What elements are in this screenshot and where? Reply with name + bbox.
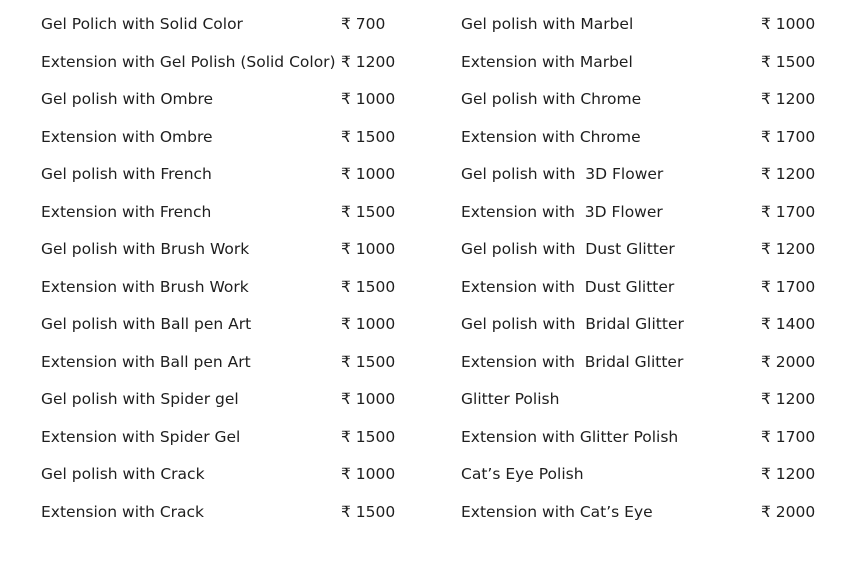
service-price: ₹ 1200: [761, 165, 816, 183]
service-name: Extension with Crack: [41, 502, 205, 521]
service-name: Cat’s Eye Polish: [461, 465, 584, 483]
service-price: ₹ 1200: [761, 240, 816, 258]
service-name: Extension with Dust Glitter: [461, 277, 675, 296]
price-row: [461, 156, 841, 194]
service-price: ₹ 1500: [341, 352, 396, 371]
service-name: Extension with Brush Work: [41, 277, 249, 296]
service-name: Extension with French: [41, 202, 212, 221]
service-name: Gel polish with French: [41, 165, 212, 183]
price-row: [41, 494, 421, 532]
price-row: [461, 6, 841, 44]
service-name: Gel polish with Crack: [41, 465, 205, 483]
price-row: [41, 194, 421, 232]
price-row: [461, 381, 841, 419]
service-name: Extension with Marbel: [461, 52, 633, 71]
service-name: Extension with Glitter Polish: [461, 427, 679, 446]
service-name: Extension with 3D Flower: [461, 202, 663, 221]
price-row: [461, 494, 841, 532]
price-row: [41, 119, 421, 157]
price-row: [461, 456, 841, 494]
price-row: [461, 231, 841, 269]
service-price: ₹ 1200: [761, 465, 816, 483]
service-name: Extension with Cat’s Eye: [461, 502, 653, 521]
service-price: ₹ 1400: [761, 315, 816, 333]
service-price: ₹ 1700: [761, 277, 816, 296]
price-row: [41, 6, 421, 44]
service-price: ₹ 1000: [341, 165, 396, 183]
price-row: [461, 81, 841, 119]
price-column-left: [41, 6, 421, 531]
price-row: [461, 119, 841, 157]
service-name: Gel polish with Brush Work: [41, 240, 250, 258]
price-row: [41, 344, 421, 382]
service-price: ₹ 1000: [341, 465, 396, 483]
service-price: ₹ 1700: [761, 427, 816, 446]
service-price: ₹ 700: [341, 15, 386, 33]
service-name: Gel polish with Bridal Glitter: [461, 315, 684, 333]
service-name: Gel polish with Ombre: [41, 90, 214, 108]
price-row: [41, 156, 421, 194]
service-price: ₹ 1500: [341, 202, 396, 221]
price-row: [41, 306, 421, 344]
service-name: Gel polish with Spider gel: [41, 390, 239, 408]
service-name: Gel polish with Chrome: [461, 90, 642, 108]
price-row: [41, 419, 421, 457]
price-row: [461, 306, 841, 344]
price-row: [461, 44, 841, 82]
service-price: ₹ 1200: [341, 52, 396, 71]
service-price: ₹ 1700: [761, 202, 816, 221]
price-row: [41, 81, 421, 119]
service-price: ₹ 1700: [761, 127, 816, 146]
service-name: Glitter Polish: [461, 390, 560, 408]
price-row: [41, 269, 421, 307]
service-name: Gel polish with 3D Flower: [461, 165, 664, 183]
service-name: Extension with Chrome: [461, 127, 641, 146]
price-row: [461, 419, 841, 457]
service-price: ₹ 2000: [761, 352, 816, 371]
service-price: ₹ 1000: [341, 240, 396, 258]
price-row: [461, 194, 841, 232]
service-price: ₹ 1200: [761, 90, 816, 108]
service-price: ₹ 1000: [761, 15, 816, 33]
service-price: ₹ 1500: [341, 127, 396, 146]
price-row: [41, 381, 421, 419]
price-row: [41, 231, 421, 269]
service-name: Gel Polich with Solid Color: [41, 15, 243, 33]
service-price: ₹ 1500: [341, 427, 396, 446]
price-row: [461, 269, 841, 307]
service-name: Extension with Spider Gel: [41, 427, 241, 446]
service-name: Extension with Gel Polish (Solid Color): [41, 52, 336, 71]
service-name: Gel polish with Ball pen Art: [41, 315, 252, 333]
price-row: [461, 344, 841, 382]
service-name: Extension with Ball pen Art: [41, 352, 251, 371]
price-row: [41, 456, 421, 494]
service-price: ₹ 1200: [761, 390, 816, 408]
service-price: ₹ 1500: [341, 502, 396, 521]
price-row: [41, 44, 421, 82]
service-name: Extension with Ombre: [41, 127, 213, 146]
service-price: ₹ 1500: [761, 52, 816, 71]
service-price: ₹ 1000: [341, 90, 396, 108]
service-name: Gel polish with Marbel: [461, 15, 634, 33]
service-price: ₹ 1000: [341, 390, 396, 408]
price-column-right: [461, 6, 841, 531]
service-price: ₹ 1000: [341, 315, 396, 333]
service-price: ₹ 1500: [341, 277, 396, 296]
service-price: ₹ 2000: [761, 502, 816, 521]
service-name: Extension with Bridal Glitter: [461, 352, 684, 371]
service-name: Gel polish with Dust Glitter: [461, 240, 675, 258]
